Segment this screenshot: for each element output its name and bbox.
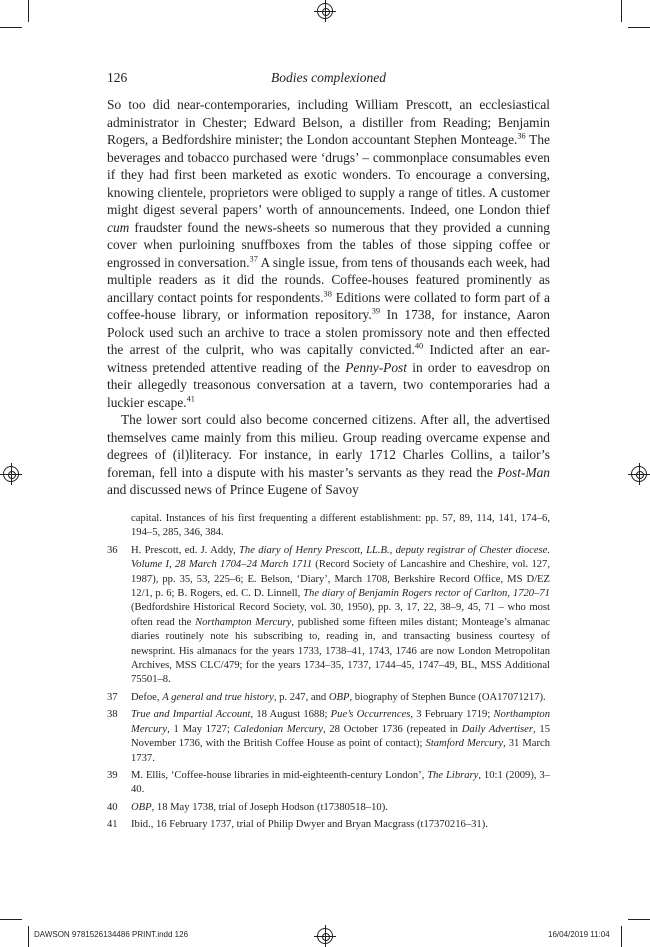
slug-timestamp: 16/04/2019 11:04 — [548, 930, 610, 939]
crop-mark — [28, 926, 29, 947]
page-header — [107, 70, 550, 88]
crop-mark — [628, 27, 650, 28]
footnote-number: 36 — [107, 544, 118, 556]
registration-mark-icon — [317, 928, 333, 944]
footnote: 36 H. Prescott, ed. J. Addy, The diary of Henry Prescott, LL.B., deputy registrar of Chester diocese. Volume I, 28 March 1704–24 March 1711 (Record Society of Lancashire and Cheshire, vol. 127, 1987), pp. 35, 53, 225–6; E. Belson, ‘Diary’, March 1708, Berkshire Record Office, MS D/EZ 12/1, p. 6; B. Rogers, ed. C. D. Linnell, The diary of Benjamin Rogers rector of Carlton, 1720–71 (Bedfordshire Historical Record Society, vol. 30, 1950), pp. 3, 17, 22, 38–9, 45, 71 – who most often read the Northampton Mercury, published some fifteen miles distant; Monteage’s almanac diaries routinely note his subscribing to, reading in, and transacting business courtesy of newsprint. His almanacs for the years 1733, 1738–41, 1743, 1746 are now London Metropolitan Archives, MSS CLC/479; for the years 1734–35, 1737, 1744–45, 1747–49, BL, MSS Additional 75501–8. — [107, 544, 551, 686]
note-ref: 39 — [371, 306, 381, 316]
footnote: 40 OBP, 18 May 1738, trial of Joseph Hodson (t17380518–10). — [107, 801, 550, 815]
footnote: 39 M. Ellis, ‘Coffee-house libraries in mid-eighteenth-century London’, The Library, 10:1 (2009), 3–40. — [107, 769, 550, 796]
note-ref: 38 — [323, 289, 332, 299]
footnotes — [107, 512, 550, 836]
crop-mark — [628, 919, 650, 920]
footnote-number: 41 — [107, 819, 118, 831]
slug-file: DAWSON 9781526134486 PRINT.indd 126 — [34, 930, 189, 939]
footnote-number: 40 — [107, 801, 118, 813]
footnote: 37 Defoe, A general and true history, p. 247, and OBP, biography of Stephen Bunce (OA17071217). — [107, 691, 550, 705]
paragraph: The lower sort could also become concerned citizens. After all, the advertised themselves came mainly from this milieu. Group reading overcame expense and degrees of (il)literacy. For instance, in early 1712 Charles Collins, a tailor’s foreman, fell into a dispute with his master’s servants as they read the Post-Man and discussed news of Prince Eugene of Savoy — [107, 412, 550, 497]
note-ref: 37 — [249, 254, 258, 264]
page-number: 126 — [107, 70, 128, 85]
footnote-continuation: capital. Instances of his first frequenting a different establishment: pp. 57, 89, 114, 141, 174–6, 194–5, 285, 346, 384. — [131, 513, 550, 539]
footnote: 38 True and Impartial Account, 18 August 1688; Pue’s Occurrences, 3 February 1719; Northampton Mercury, 1 May 1727; Caledonian Mercury, 28 October 1736 (repeated in Daily Advertiser, 15 November 1736, with the British Coffee House as point of contact); Stamford Mercury, 31 March 1737. — [107, 709, 551, 764]
note-ref: 41 — [186, 394, 195, 404]
registration-mark-icon — [317, 3, 333, 19]
footnote-number: 37 — [107, 691, 118, 703]
paragraph: So too did near-contemporaries, including William Prescott, an ecclesiastical administrator in Chester; Edward Belson, a distiller from Reading; Benjamin Rogers, a Bedfordshire minister; the London accountant Stephen Monteage.$^{36}$ The beverages and tobacco purchased were ‘drugs’ – commonplace consumables even if they had first been marketed as exotic wonders. To encourage a conversing, knowing clientele, proprietors were obliged to supply a range of titles. A customer might digest several papers’ worth of announcements. Indeed, one London thief cum fraudster found the news-sheets so numerous that they provided a cunning cover when purloining snuffboxes from the tables of those sipping coffee or engrossed in conversation.$^{37}$ A single issue, from tens of thousands each week, had multiple readers as it did the rounds. Coffee-houses featured prominently as ancillary contact points for respondents.$^{38}$ Editions were collated to form part of a coffee-house library, or information repository.$^{39}$ In 1738, for instance, Aaron Polock used such an archive to trace a stolen promissory note and then effected the arrest of the culprit, who was capitally convicted.$^{40}$ Indicted after an ear-witness pretended attentive reading of the Penny-Post in order to eavesdrop on their allegedly treasonous conversation at a tavern, two contemporaries had a luckier escape.$^{41}$ — [107, 97, 550, 410]
registration-mark-icon — [631, 466, 647, 482]
crop-mark — [621, 926, 622, 947]
registration-mark-icon — [3, 466, 19, 482]
crop-mark — [0, 919, 22, 920]
note-ref: 36 — [517, 131, 526, 141]
crop-mark — [28, 0, 29, 22]
crop-mark — [621, 0, 622, 22]
footnote-number: 38 — [107, 709, 118, 721]
footnote: 41 Ibid., 16 February 1737, trial of Philip Dwyer and Bryan Macgrass (t17370216–31). — [107, 818, 550, 832]
running-head: Bodies complexioned — [270, 70, 387, 85]
crop-mark — [0, 27, 22, 28]
note-ref: 40 — [414, 341, 424, 351]
body-text — [107, 96, 550, 499]
footnote-number: 39 — [107, 769, 118, 781]
